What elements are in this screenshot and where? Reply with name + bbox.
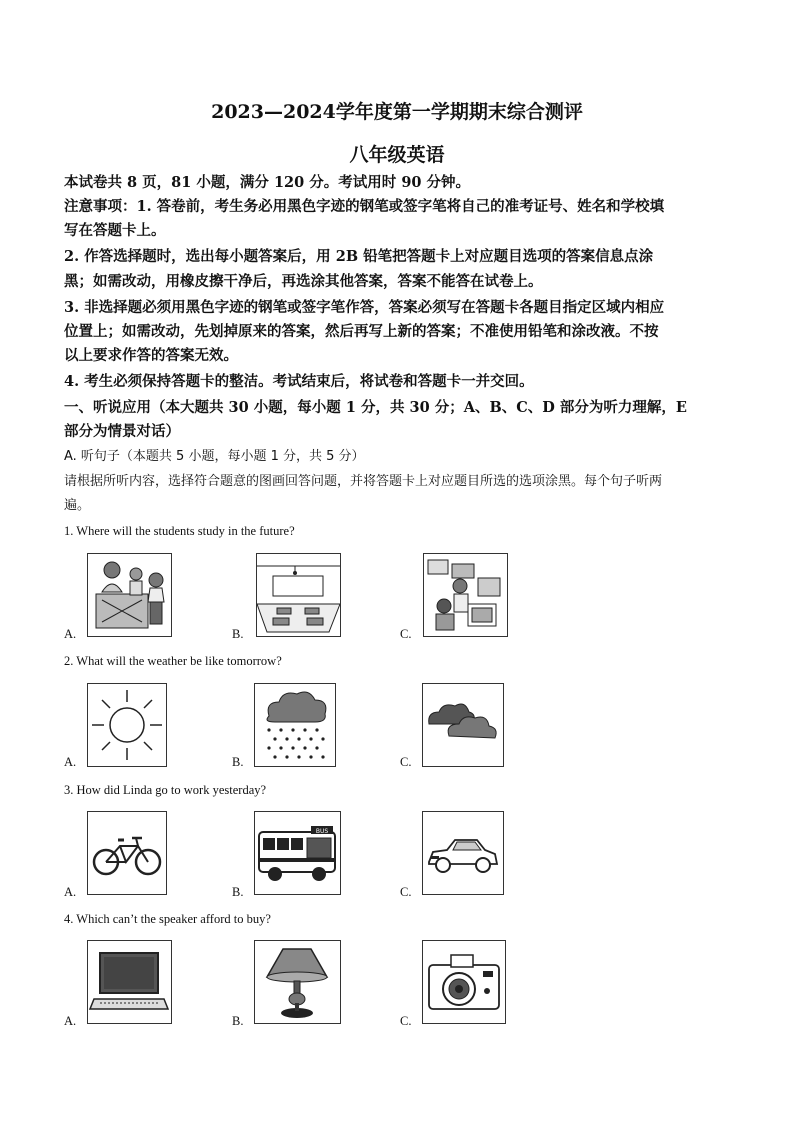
part-a-title: A. 听句子（本题共 5 小题，每小题 1 分，共 5 分）	[64, 449, 365, 464]
question-2-option-c-label: C.	[400, 755, 412, 769]
question-1-option-b-label: B.	[232, 627, 244, 641]
notice-line-2: 写在答题卡上。	[64, 222, 166, 239]
section1-heading-line2: 部分为情景对话）	[64, 423, 180, 440]
part-a-desc-line1: 请根据所听内容，选择符合题意的图画回答问题，并将答题卡上对应题目所选的选项涂黑。每个句子听两	[64, 474, 663, 489]
question-4-option-b-label: B.	[232, 1014, 244, 1028]
bus-sign: BUS	[315, 828, 329, 835]
question-1-option-a-label: A.	[64, 627, 77, 641]
cloudy-icon	[422, 683, 504, 767]
question-3-option-a-label: A.	[64, 885, 77, 899]
car-icon	[422, 811, 504, 895]
question-3-text: 3. How did Linda go to work yesterday?	[64, 783, 267, 797]
rain-cloud-icon	[254, 683, 336, 767]
camera-icon	[422, 940, 506, 1024]
question-2-option-b-label: B.	[232, 755, 244, 769]
notice-line-1: 注意事项：1. 答卷前，考生务必用黑色字迹的钢笔或签字笔将自己的准考证号、姓名和学校填	[64, 198, 665, 215]
question-1-text: 1. Where will the students study in the future?	[64, 524, 295, 538]
notice-item3-line1: 3. 非选择题必须用黑色字迹的钢笔或签字笔作答，答案必须写在答题卡各题目指定区域内相应	[64, 299, 665, 316]
classroom-icon	[256, 553, 341, 637]
question-3-option-c-label: C.	[400, 885, 412, 899]
laptop-icon	[87, 940, 172, 1024]
notice-item2-line2: 黑；如需改动，用橡皮擦干净后，再选涂其他答案，答案不能答在试卷上。	[64, 273, 543, 290]
exam-summary: 本试卷共 8 页，81 小题，满分 120 分。考试用时 90 分钟。	[64, 174, 471, 191]
notice-item3-line2: 位置上；如需改动，先划掉原来的答案，然后再写上新的答案；不准使用铅笔和涂改液。不按	[64, 323, 659, 340]
question-4-text: 4. Which can’t the speaker afford to buy?	[64, 912, 271, 926]
notice-item4: 4. 考生必须保持答题卡的整洁。考试结束后，将试卷和答题卡一并交回。	[64, 373, 534, 390]
exam-subtitle: 八年级英语	[349, 144, 445, 166]
question-4-option-c-label: C.	[400, 1014, 412, 1028]
computer-room-icon	[423, 553, 508, 637]
lamp-icon	[254, 940, 341, 1024]
bus-icon	[254, 811, 341, 895]
exam-title: 2023—2024学年度第一学期期末综合测评	[211, 101, 583, 123]
notice-item3-line3: 以上要求作答的答案无效。	[64, 347, 238, 364]
question-1-option-c-label: C.	[400, 627, 412, 641]
sun-icon	[87, 683, 167, 767]
bicycle-icon	[87, 811, 167, 895]
question-2-option-a-label: A.	[64, 755, 77, 769]
shop-counter-icon	[87, 553, 172, 637]
question-4-option-a-label: A.	[64, 1014, 77, 1028]
part-a-desc-line2: 遍。	[64, 498, 91, 513]
question-3-option-b-label: B.	[232, 885, 244, 899]
notice-item2-line1: 2. 作答选择题时，选出每小题答案后，用 2B 铅笔把答题卡上对应题目选项的答案信息点涂	[64, 248, 654, 265]
section1-heading-line1: 一、听说应用（本大题共 30 小题，每小题 1 分，共 30 分；A、B、C、D 部分为听力理解，E	[64, 399, 687, 416]
question-2-text: 2. What will the weather be like tomorrow?	[64, 654, 282, 668]
